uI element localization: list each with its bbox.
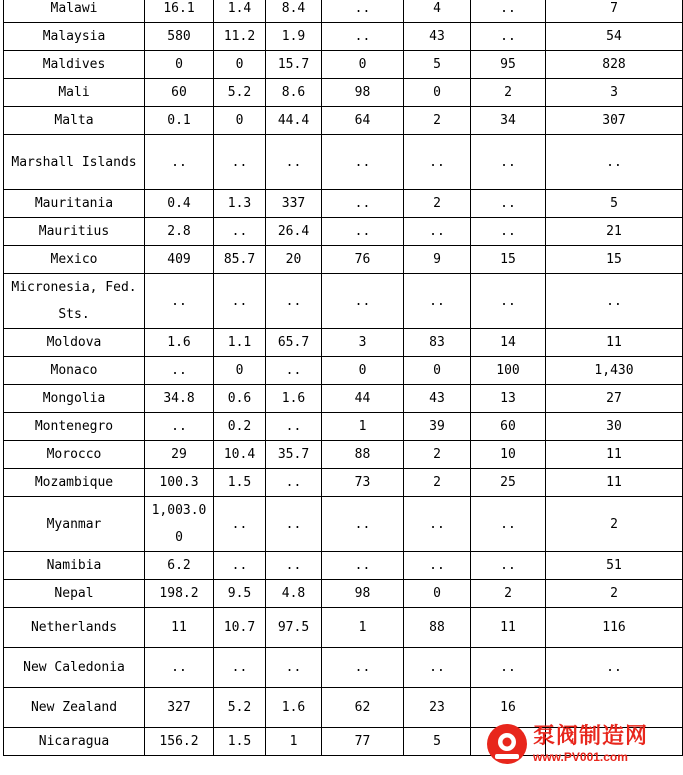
table-body xyxy=(4,0,683,756)
value-cell: 5 xyxy=(404,51,471,79)
value-cell: 11 xyxy=(546,329,683,357)
value-cell: .. xyxy=(404,218,471,246)
value-cell: 35.7 xyxy=(266,441,322,469)
value-cell: 198.2 xyxy=(145,580,214,608)
value-cell: .. xyxy=(145,135,214,190)
table-row xyxy=(4,385,683,413)
value-cell: .. xyxy=(471,135,546,190)
table-row xyxy=(4,23,683,51)
value-cell: 44 xyxy=(322,385,404,413)
country-cell: Mozambique xyxy=(4,469,145,497)
value-cell: .. xyxy=(471,190,546,218)
country-cell: Malawi xyxy=(4,0,145,23)
table-row xyxy=(4,608,683,648)
value-cell: 1,430 xyxy=(546,357,683,385)
value-cell: 1.1 xyxy=(214,329,266,357)
value-cell: 0 xyxy=(404,580,471,608)
value-cell: 83 xyxy=(404,329,471,357)
data-table xyxy=(3,0,683,756)
table-row xyxy=(4,413,683,441)
country-cell: Mali xyxy=(4,79,145,107)
value-cell: 5 xyxy=(404,728,471,756)
value-cell: 0 xyxy=(214,107,266,135)
value-cell: 85.7 xyxy=(214,246,266,274)
value-cell: 27 xyxy=(546,385,683,413)
value-cell: 98 xyxy=(322,580,404,608)
value-cell: 1,003.00 xyxy=(145,497,214,552)
value-cell: 15 xyxy=(546,246,683,274)
country-cell: New Caledonia xyxy=(4,648,145,688)
value-cell: 0 xyxy=(214,51,266,79)
value-cell: 15 xyxy=(471,246,546,274)
country-cell: Netherlands xyxy=(4,608,145,648)
value-cell: 11 xyxy=(145,608,214,648)
value-cell: 43 xyxy=(404,385,471,413)
value-cell: 20 xyxy=(266,246,322,274)
value-cell: .. xyxy=(322,23,404,51)
value-cell: .. xyxy=(404,648,471,688)
value-cell: .. xyxy=(471,552,546,580)
table-row xyxy=(4,135,683,190)
value-cell: 0 xyxy=(322,357,404,385)
value-cell: 580 xyxy=(145,23,214,51)
value-cell: .. xyxy=(322,135,404,190)
value-cell: .. xyxy=(322,552,404,580)
value-cell: .. xyxy=(214,552,266,580)
country-cell: Malaysia xyxy=(4,23,145,51)
value-cell: 88 xyxy=(404,608,471,648)
value-cell: .. xyxy=(471,497,546,552)
value-cell: 21 xyxy=(546,218,683,246)
value-cell: 54 xyxy=(546,23,683,51)
value-cell: 0 xyxy=(214,357,266,385)
value-cell: 16 xyxy=(471,688,546,728)
value-cell: 88 xyxy=(322,441,404,469)
value-cell: 77 xyxy=(322,728,404,756)
value-cell: .. xyxy=(145,648,214,688)
value-cell: 100 xyxy=(471,357,546,385)
value-cell: 327 xyxy=(145,688,214,728)
value-cell: .. xyxy=(266,135,322,190)
table-row xyxy=(4,0,683,23)
value-cell: 1.6 xyxy=(145,329,214,357)
value-cell: 64 xyxy=(322,107,404,135)
table-row xyxy=(4,648,683,688)
country-cell: Myanmar xyxy=(4,497,145,552)
value-cell: 1.6 xyxy=(266,385,322,413)
value-cell: .. xyxy=(404,135,471,190)
value-cell: .. xyxy=(404,274,471,329)
watermark xyxy=(485,719,675,769)
value-cell: 409 xyxy=(145,246,214,274)
country-cell: New Zealand xyxy=(4,688,145,728)
value-cell: 4 xyxy=(404,0,471,23)
value-cell: 6.2 xyxy=(145,552,214,580)
table-row xyxy=(4,552,683,580)
value-cell: 1.6 xyxy=(266,688,322,728)
country-cell: Moldova xyxy=(4,329,145,357)
value-cell: 10.7 xyxy=(214,608,266,648)
value-cell: 2 xyxy=(404,441,471,469)
value-cell: .. xyxy=(404,497,471,552)
value-cell: 15.7 xyxy=(266,51,322,79)
value-cell: 1 xyxy=(266,728,322,756)
value-cell: 337 xyxy=(266,190,322,218)
value-cell: .. xyxy=(266,274,322,329)
value-cell: 8.4 xyxy=(266,0,322,23)
value-cell: 95 xyxy=(471,51,546,79)
value-cell: 25 xyxy=(471,469,546,497)
table-row xyxy=(4,274,683,329)
value-cell: 307 xyxy=(546,107,683,135)
value-cell: 10.4 xyxy=(214,441,266,469)
value-cell: 8.6 xyxy=(266,79,322,107)
value-cell: 1.3 xyxy=(214,190,266,218)
value-cell: .. xyxy=(145,357,214,385)
value-cell: 0.6 xyxy=(214,385,266,413)
value-cell: 44.4 xyxy=(266,107,322,135)
value-cell: 14 xyxy=(471,329,546,357)
value-cell: 11 xyxy=(471,608,546,648)
value-cell: .. xyxy=(266,648,322,688)
watermark-title: 泵阀制造网 xyxy=(533,724,649,749)
country-cell: Monaco xyxy=(4,357,145,385)
value-cell: 9.5 xyxy=(214,580,266,608)
value-cell: 5.2 xyxy=(214,688,266,728)
watermark-url: www.PV001.com xyxy=(533,750,628,764)
value-cell: .. xyxy=(266,552,322,580)
value-cell: 0.1 xyxy=(145,107,214,135)
value-cell: .. xyxy=(546,274,683,329)
value-cell: .. xyxy=(214,497,266,552)
value-cell: .. xyxy=(214,218,266,246)
value-cell: .. xyxy=(471,23,546,51)
value-cell: 76 xyxy=(322,246,404,274)
value-cell: 98 xyxy=(322,79,404,107)
value-cell: 0 xyxy=(404,357,471,385)
value-cell: 2 xyxy=(404,107,471,135)
value-cell: 7 xyxy=(546,0,683,23)
value-cell: 2.8 xyxy=(145,218,214,246)
table-row xyxy=(4,580,683,608)
value-cell: .. xyxy=(145,413,214,441)
table-row xyxy=(4,246,683,274)
value-cell: 5 xyxy=(546,190,683,218)
value-cell: .. xyxy=(266,357,322,385)
value-cell: 11 xyxy=(546,441,683,469)
country-cell: Nepal xyxy=(4,580,145,608)
value-cell: 9 xyxy=(404,246,471,274)
value-cell: .. xyxy=(471,648,546,688)
value-cell: 116 xyxy=(546,608,683,648)
value-cell: 65.7 xyxy=(266,329,322,357)
table-row xyxy=(4,107,683,135)
value-cell: 29 xyxy=(145,441,214,469)
value-cell: 100.3 xyxy=(145,469,214,497)
value-cell: 26.4 xyxy=(266,218,322,246)
table-row xyxy=(4,469,683,497)
value-cell: 30 xyxy=(546,413,683,441)
value-cell: 2 xyxy=(546,580,683,608)
value-cell: 2 xyxy=(471,580,546,608)
table-row xyxy=(4,218,683,246)
value-cell: .. xyxy=(266,497,322,552)
value-cell: .. xyxy=(214,648,266,688)
value-cell: 156.2 xyxy=(145,728,214,756)
table-row xyxy=(4,357,683,385)
value-cell: .. xyxy=(322,274,404,329)
table-row xyxy=(4,441,683,469)
value-cell: 43 xyxy=(404,23,471,51)
country-cell: Nicaragua xyxy=(4,728,145,756)
table-row xyxy=(4,190,683,218)
country-cell: Mongolia xyxy=(4,385,145,413)
value-cell: 0.4 xyxy=(145,190,214,218)
value-cell: 0 xyxy=(322,51,404,79)
value-cell: .. xyxy=(214,274,266,329)
value-cell: 34 xyxy=(471,107,546,135)
table-row xyxy=(4,329,683,357)
value-cell: .. xyxy=(145,274,214,329)
country-cell: Morocco xyxy=(4,441,145,469)
country-cell: Mauritania xyxy=(4,190,145,218)
value-cell: 1.9 xyxy=(266,23,322,51)
value-cell: .. xyxy=(214,135,266,190)
value-cell: 0 xyxy=(404,79,471,107)
value-cell: .. xyxy=(471,274,546,329)
value-cell: .. xyxy=(404,552,471,580)
country-cell: Namibia xyxy=(4,552,145,580)
value-cell: 13 xyxy=(471,385,546,413)
value-cell: 51 xyxy=(546,552,683,580)
value-cell: 2 xyxy=(404,469,471,497)
value-cell: 16.1 xyxy=(145,0,214,23)
value-cell: .. xyxy=(322,218,404,246)
value-cell: 3 xyxy=(546,79,683,107)
country-cell: Maldives xyxy=(4,51,145,79)
country-cell: Mauritius xyxy=(4,218,145,246)
table-row xyxy=(4,497,683,552)
value-cell: .. xyxy=(266,413,322,441)
value-cell: 1.5 xyxy=(214,469,266,497)
country-cell: Marshall Islands xyxy=(4,135,145,190)
value-cell: 39 xyxy=(404,413,471,441)
value-cell: 5.2 xyxy=(214,79,266,107)
country-cell: Micronesia, Fed. Sts. xyxy=(4,274,145,329)
value-cell: 73 xyxy=(322,469,404,497)
value-cell: 11 xyxy=(546,469,683,497)
value-cell: 10 xyxy=(471,441,546,469)
value-cell: 62 xyxy=(322,688,404,728)
value-cell: 4.8 xyxy=(266,580,322,608)
value-cell: 2 xyxy=(546,497,683,552)
value-cell: .. xyxy=(322,648,404,688)
value-cell: 60 xyxy=(471,413,546,441)
value-cell: 0 xyxy=(145,51,214,79)
value-cell: .. xyxy=(322,497,404,552)
value-cell: .. xyxy=(322,0,404,23)
value-cell: 34.8 xyxy=(145,385,214,413)
value-cell: 23 xyxy=(404,688,471,728)
table-row xyxy=(4,79,683,107)
country-cell: Montenegro xyxy=(4,413,145,441)
value-cell: 60 xyxy=(145,79,214,107)
value-cell: 11.2 xyxy=(214,23,266,51)
value-cell: 828 xyxy=(546,51,683,79)
country-cell: Mexico xyxy=(4,246,145,274)
value-cell: .. xyxy=(471,218,546,246)
value-cell: 1 xyxy=(322,413,404,441)
table-row xyxy=(4,51,683,79)
value-cell: 97.5 xyxy=(266,608,322,648)
value-cell: .. xyxy=(546,648,683,688)
value-cell: 1 xyxy=(322,608,404,648)
value-cell: 0.2 xyxy=(214,413,266,441)
value-cell: .. xyxy=(546,135,683,190)
value-cell: .. xyxy=(471,0,546,23)
value-cell: 2 xyxy=(471,79,546,107)
value-cell: .. xyxy=(266,469,322,497)
value-cell: 2 xyxy=(404,190,471,218)
value-cell: 1.4 xyxy=(214,0,266,23)
valve-logo-icon xyxy=(485,722,529,766)
value-cell: .. xyxy=(322,190,404,218)
value-cell: 1.5 xyxy=(214,728,266,756)
value-cell: 3 xyxy=(322,329,404,357)
country-cell: Malta xyxy=(4,107,145,135)
